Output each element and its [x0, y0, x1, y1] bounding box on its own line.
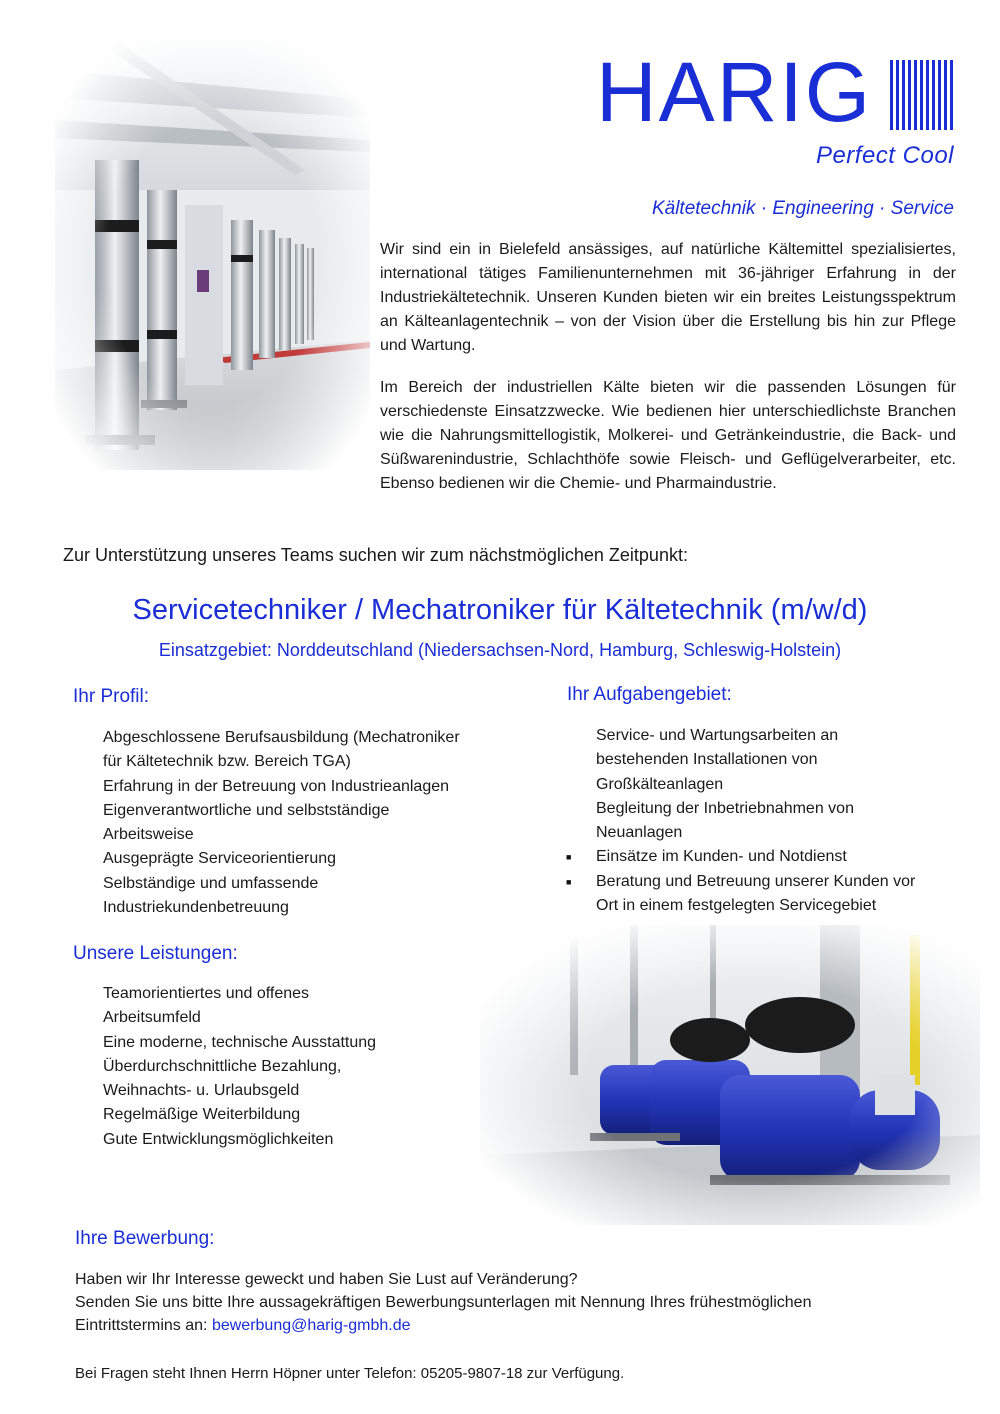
intro-paragraph-industries: Im Bereich der industriellen Kälte bieten wir die passenden Lösungen für verschiedenste Einsatzzwecke. Wie bedienen hier unterschiedlichste Branchen wie die Nahrungsmittellogistik, Molkerei- und Getränkeindustrie, die Back- und Süßwarenindustrie, Schlachthöfe sowie Fleisch- und Geflügelverarbeiter, etc. Ebenso bedienen wir die Chemie- und Pharmaindustrie.: [380, 379, 956, 492]
services-line: Kältetechnik · Engineering · Service: [651, 198, 954, 219]
list-item: Neuanlagen: [596, 824, 683, 842]
benefits-heading: Unsere Leistungen:: [73, 943, 238, 964]
list-item: Selbständige und umfassende: [103, 874, 319, 892]
profile-list: [103, 726, 523, 920]
tasks-heading: Ihr Aufgabengebiet:: [567, 684, 732, 705]
job-region: Einsatzgebiet: Norddeutschland (Niedersachsen-Nord, Hamburg, Schleswig-Holstein): [158, 640, 842, 660]
list-item: Begleitung der Inbetriebnahmen von: [596, 799, 854, 817]
refrigeration-hall-photo: [55, 40, 370, 470]
apply-line: Senden Sie uns bitte Ihre aussagekräftigen Bewerbungsunterlagen mit Nennung Ihres frühestmöglichen: [75, 1294, 812, 1311]
list-item: Überdurchschnittliche Bezahlung,: [103, 1057, 342, 1075]
compressor-room-photo: [480, 925, 980, 1225]
apply-line-prefix: Eintrittstermins an:: [75, 1317, 212, 1334]
apply-line: [75, 1314, 965, 1337]
list-item: bestehenden Installationen von: [596, 751, 818, 769]
list-item: Industriekundenbetreuung: [103, 899, 289, 917]
list-item: für Kältetechnik bzw. Bereich TGA): [103, 753, 351, 771]
list-item: Arbeitsweise: [103, 826, 194, 844]
apply-text: [75, 1268, 965, 1337]
list-item: Arbeitsumfeld: [103, 1009, 201, 1027]
list-item: Großkälteanlagen: [596, 775, 724, 793]
contact-line: Bei Fragen steht Ihnen Herrn Höpner unter Telefon: 05205-9807-18 zur Verfügung.: [75, 1365, 625, 1382]
list-item: Service- und Wartungsarbeiten an: [596, 727, 839, 744]
list-item: Abgeschlossene Berufsausbildung (Mechatroniker: [103, 729, 460, 746]
list-item: Gute Entwicklungsmöglichkeiten: [103, 1130, 334, 1148]
list-item: Erfahrung in der Betreuung von Industrieanlagen: [103, 777, 450, 795]
tasks-list: [596, 724, 976, 918]
list-item: Teamorientiertes und offenes: [103, 985, 310, 1002]
company-logo-wordmark: HARIG: [596, 45, 873, 139]
list-item: Ausgeprägte Serviceorientierung: [103, 850, 337, 868]
list-item: ■ Beratung und Betreuung unserer Kunden vor: [596, 870, 976, 894]
list-item: ■ Einsätze im Kunden- und Notdienst: [596, 845, 976, 869]
profile-heading: Ihr Profil:: [73, 686, 150, 707]
list-item: Eigenverantwortliche und selbstständige: [103, 801, 390, 819]
search-line: Zur Unterstützung unseres Teams suchen wir zum nächstmöglichen Zeitpunkt:: [63, 545, 688, 565]
intro-paragraph-company: Wir sind ein in Bielefeld ansässiges, auf natürliche Kältemittel spezialisiertes, international tätiges Familienunternehmen mit 36-jähriger Erfahrung in der Industriekältetechnik. Unseren Kunden bieten wir ein breites Leistungsspektrum an Kälteanlagentechnik – von der Vision über die Erstellung bis hin zur Pflege und Wartung.: [380, 241, 956, 354]
list-item: Regelmäßige Weiterbildung: [103, 1106, 301, 1124]
job-title: Servicetechniker / Mechatroniker für Kältetechnik (m/w/d): [132, 594, 868, 626]
list-item: Eine moderne, technische Ausstattung: [103, 1033, 377, 1051]
email-link[interactable]: bewerbung@harig-gmbh.de: [211, 1317, 411, 1334]
logo-bars-icon: [890, 60, 954, 130]
list-item: Weihnachts- u. Urlaubsgeld: [103, 1082, 300, 1100]
apply-line: Haben wir Ihr Interesse geweckt und haben Sie Lust auf Veränderung?: [75, 1271, 578, 1288]
apply-heading: Ihre Bewerbung:: [75, 1228, 215, 1249]
list-item: Ort in einem festgelegten Servicegebiet: [596, 897, 877, 915]
benefits-list: [103, 982, 463, 1152]
logo-tagline: Perfect Cool: [815, 142, 954, 169]
